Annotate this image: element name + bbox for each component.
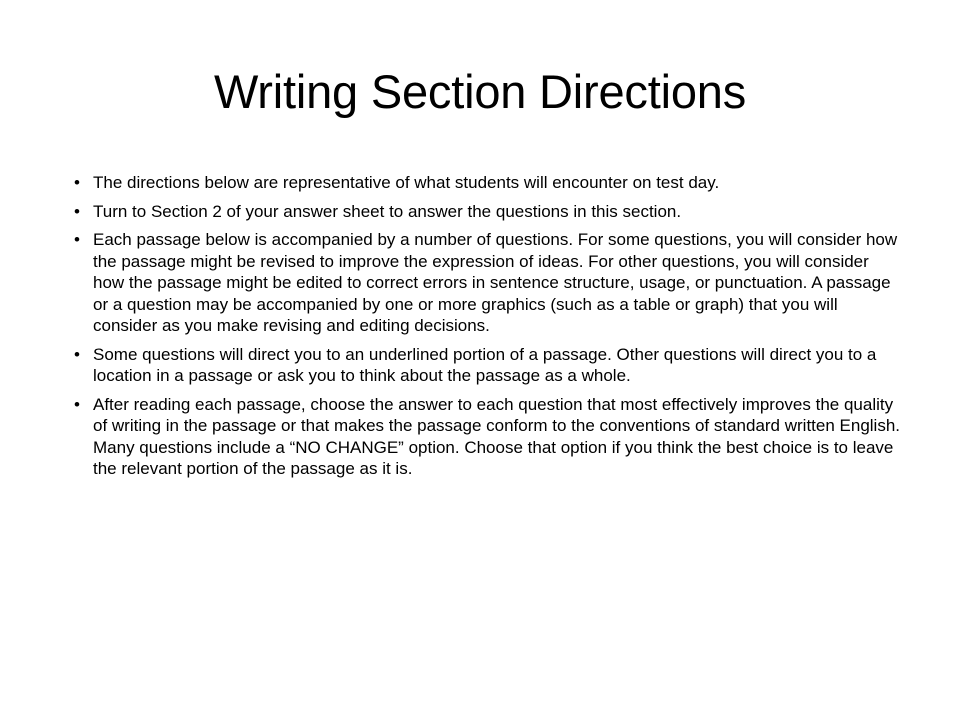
bullet-text: Each passage below is accompanied by a number of questions. For some questions, you will consider how the passage might be revised to improve the expression of ideas. For other questions, you will consider how the passage might be edited to correct errors in sentence structure, usage, or punctuation. A passage or a question may be accompanied by one or more graphics (such as a table or graph) that you will consider as you make revising and editing decisions. (93, 230, 898, 335)
bullet-text: Turn to Section 2 of your answer sheet to answer the questions in this section. (93, 201, 682, 221)
bullet-dot-icon: • (74, 344, 80, 364)
bullet-text: After reading each passage, choose the answer to each question that most effectively improves the quality of writing in the passage or that makes the passage conform to the conventions of standard written English. Many questions include a “NO CHANGE” option. Choose that option if you think the best choice is to leave the relevant portion of the passage as it is. (93, 394, 901, 478)
bullet-dot-icon: • (74, 230, 80, 249)
bullet-dot-icon: • (74, 201, 80, 221)
bullet-item (74, 394, 904, 480)
bullet-item (74, 344, 904, 387)
bullet-item (74, 172, 904, 194)
bullet-dot-icon: • (74, 173, 80, 192)
bullet-text: The directions below are representative of what students will encounter on test day. (93, 173, 720, 192)
bullet-text: Some questions will direct you to an underlined portion of a passage. Other questions will direct you to a location in a passage or ask you to think about the passage as a whole. (93, 344, 877, 385)
slide-title: Writing Section Directions (213, 65, 747, 118)
bullet-item (74, 229, 904, 337)
bullet-list (74, 172, 904, 487)
bullet-dot-icon: • (74, 394, 80, 414)
bullet-item (74, 201, 904, 223)
